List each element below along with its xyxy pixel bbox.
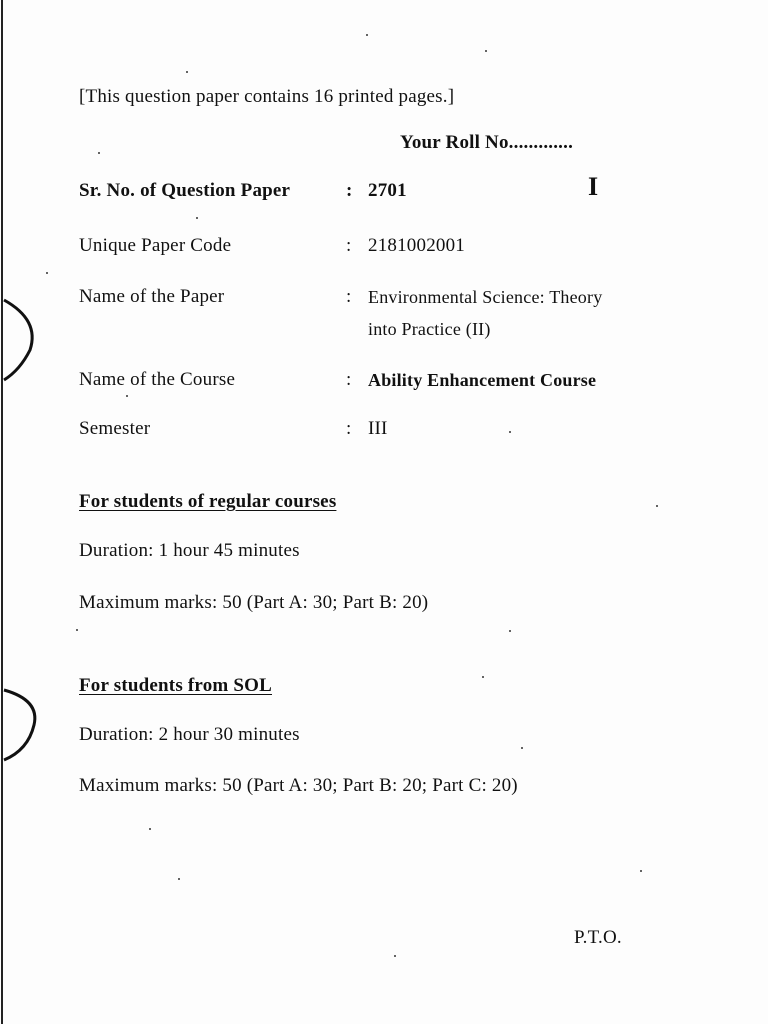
header-note: [This question paper contains 16 printed pages.] <box>79 86 455 107</box>
scan-speck <box>366 34 368 36</box>
paper-name-label: Name of the Paper <box>79 286 225 307</box>
scan-speck <box>640 870 642 872</box>
scan-speck <box>656 505 658 507</box>
regular-heading: For students of regular courses <box>79 491 337 512</box>
scan-speck <box>196 217 198 219</box>
scan-speck <box>394 955 396 957</box>
sr-no-separator: : <box>346 180 353 201</box>
scan-speck <box>509 431 511 433</box>
scan-speck <box>98 152 100 154</box>
scan-speck <box>126 395 128 397</box>
scan-speck <box>149 828 151 830</box>
semester-value: III <box>368 418 388 439</box>
scan-speck <box>76 629 78 631</box>
scan-speck <box>485 50 487 52</box>
paper-name-separator: : <box>346 286 352 307</box>
paper-name-value: Environmental Science: Theory <box>368 287 603 307</box>
paper-code-value: 2181002001 <box>368 235 465 256</box>
course-name-label: Name of the Course <box>79 369 236 390</box>
binding-edge <box>0 0 50 1024</box>
sol-heading: For students from SOL <box>79 675 272 696</box>
paper-code-separator: : <box>346 235 352 256</box>
scan-speck <box>482 676 484 678</box>
regular-marks: Maximum marks: 50 (Part A: 30; Part B: 20) <box>79 592 429 613</box>
pto-footer: P.T.O. <box>574 927 622 948</box>
course-name-value: Ability Enhancement Course <box>368 370 597 390</box>
paper-name-value-line2: into Practice (II) <box>368 319 491 339</box>
sol-duration: Duration: 2 hour 30 minutes <box>79 724 300 745</box>
scan-speck <box>178 878 180 880</box>
sr-no-value: 2701 <box>368 180 407 201</box>
sr-no-label: Sr. No. of Question Paper <box>79 180 291 201</box>
series-mark: I <box>588 172 599 201</box>
roll-number-field: Your Roll No............. <box>400 132 574 153</box>
course-name-separator: : <box>346 369 352 390</box>
paper-code-label: Unique Paper Code <box>79 235 232 256</box>
scan-speck <box>509 630 511 632</box>
regular-duration: Duration: 1 hour 45 minutes <box>79 540 300 561</box>
scan-speck <box>186 71 188 73</box>
semester-separator: : <box>346 418 352 439</box>
scan-speck <box>521 747 523 749</box>
sol-marks: Maximum marks: 50 (Part A: 30; Part B: 20; Part C: 20) <box>79 775 518 796</box>
scan-speck <box>46 272 48 274</box>
semester-label: Semester <box>79 418 151 439</box>
